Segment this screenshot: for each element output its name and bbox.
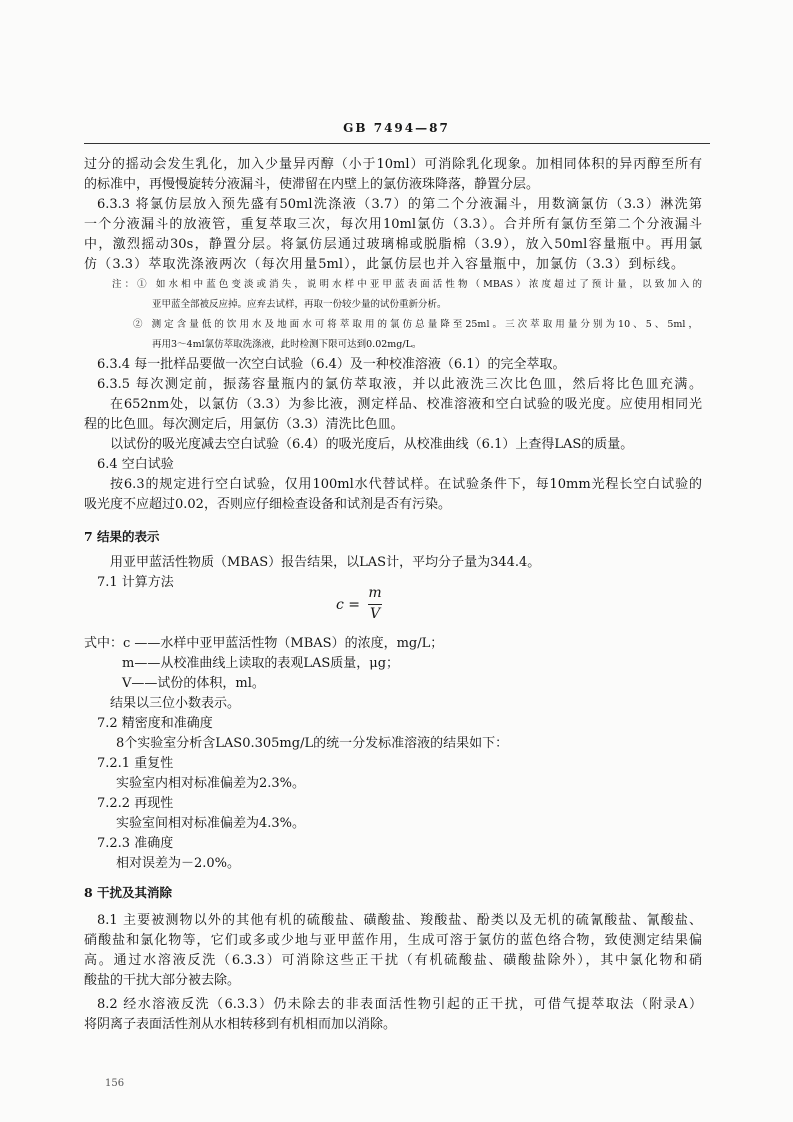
text-line: 8.1 主要被测物以外的其他有机的硫酸盐、磺酸盐、羧酸盐、酚类以及无机的硫氰酸盐、氰酸盐、 bbox=[97, 913, 702, 928]
text-line: 高。通过水溶液反洗（6.3.3）可消除这些正干扰（有机硫酸盐、磺酸盐除外），其中氯化物和硝 bbox=[84, 953, 702, 968]
section-heading: 7 结果的表示 bbox=[84, 529, 160, 544]
formula-numerator: m bbox=[368, 585, 382, 601]
text-line: 程的比色皿。每次测定后，用氯仿（3.3）清洗比色皿。 bbox=[84, 417, 404, 432]
note-line: ② 测定含量低的饮用水及地面水可将萃取用的氯仿总量降至25ml。三次萃取用量分别为10、5、5ml， bbox=[133, 319, 698, 330]
text-line: 6.4 空白试验 bbox=[97, 457, 174, 472]
text-line: 按6.3的规定进行空白试验，仅用100ml水代替试样。在试验条件下，每10mm光程长空白试验的 bbox=[110, 477, 702, 492]
text-line: 6.3.4 每一批样品要做一次空白试验（6.4）及一种校准溶液（6.1）的完全萃取。 bbox=[97, 357, 566, 372]
text-line: 吸光度不应超过0.02，否则应仔细检查设备和试剂是否有污染。 bbox=[84, 497, 451, 512]
header-rule bbox=[84, 143, 710, 144]
note-line: 亚甲蓝全部被反应掉。应弃去试样，再取一份较少量的试份重新分析。 bbox=[152, 299, 447, 310]
text-line: 7.2.2 再现性 bbox=[97, 796, 174, 811]
text-line: 在652nm处，以氯仿（3.3）为参比液，测定样品、校准溶液和空白试验的吸光度。应使用相同光 bbox=[110, 397, 702, 412]
text-line: 一个分液漏斗的放液管，重复萃取三次，每次用10ml氯仿（3.3）。合并所有氯仿至第二个分液漏斗 bbox=[84, 217, 702, 232]
text-line: 6.3.5 每次测定前，振荡容量瓶内的氯仿萃取液，并以此液洗三次比色皿，然后将比色皿充满。 bbox=[97, 377, 702, 392]
text-line: 仿（3.3）萃取洗涤液两次（每次用量5ml），此氯仿层也并入容量瓶中，加氯仿（3.3）到标线。 bbox=[84, 257, 684, 272]
note-line: 再用3～4ml氯仿萃取洗涤液，此时检测下限可达到0.02mg/L。 bbox=[152, 339, 422, 350]
text-line: 用亚甲蓝活性物质（MBAS）报告结果，以LAS计，平均分子量为344.4。 bbox=[110, 555, 541, 570]
page-number: 156 bbox=[105, 1078, 125, 1089]
text-line: 的标准中，再慢慢旋转分液漏斗，使滞留在内壁上的氯仿液珠降落，静置分层。 bbox=[84, 177, 540, 192]
text-line: 8.2 经水溶液反洗（6.3.3）仍未除去的非表面活性物引起的正干扰，可借气提萃取法（附录A） bbox=[97, 997, 702, 1012]
text-line: 中，激烈摇动30s，静置分层。将氯仿层通过玻璃棉或脱脂棉（3.9），放入50ml容量瓶中。再用氯 bbox=[84, 237, 702, 252]
text-line: 8个实验室分析含LAS0.305mg/L的统一分发标准溶液的结果如下： bbox=[116, 736, 509, 751]
text-line: 相对误差为－2.0%。 bbox=[116, 856, 241, 871]
formula-lhs: c = bbox=[336, 597, 361, 613]
text-line: V——试份的体积，ml。 bbox=[122, 676, 265, 691]
section-heading: 8 干扰及其消除 bbox=[84, 885, 173, 900]
fraction-bar bbox=[368, 604, 382, 605]
text-line: 7.1 计算方法 bbox=[97, 575, 174, 590]
standard-number-header: GB 7494—87 bbox=[343, 121, 450, 135]
formula-denominator: V bbox=[369, 606, 381, 622]
text-line: 以试份的吸光度减去空白试验（6.4）的吸光度后，从校准曲线（6.1）上查得LAS的质量。 bbox=[110, 437, 634, 452]
text-line: 7.2 精密度和准确度 bbox=[97, 716, 213, 731]
text-line: 7.2.3 准确度 bbox=[97, 836, 174, 851]
text-line: m——从校准曲线上读取的表观LAS质量，μg； bbox=[122, 656, 400, 671]
text-line: 结果以三位小数表示。 bbox=[110, 696, 241, 711]
text-line: 酸盐的干扰大部分被去除。 bbox=[84, 973, 241, 988]
text-line: 硝酸盐和氯化物等，它们或多或少地与亚甲蓝作用，生成可溶于氯仿的蓝色络合物，致使测定结果偏 bbox=[84, 933, 702, 948]
text-line: 7.2.1 重复性 bbox=[97, 756, 174, 771]
text-line: 式中：c ——水样中亚甲蓝活性物（MBAS）的浓度，mg/L； bbox=[84, 636, 444, 651]
text-line: 6.3.3 将氯仿层放入预先盛有50ml洗涤液（3.7）的第二个分液漏斗，用数滴氯仿（3.3）淋洗第 bbox=[97, 197, 702, 212]
text-line: 实验室内相对标准偏差为2.3%。 bbox=[116, 776, 306, 791]
text-line: 过分的摇动会发生乳化，加入少量异丙醇（小于10ml）可消除乳化现象。加相同体积的异丙醇至所有 bbox=[84, 157, 702, 172]
note-line: 注：① 如水相中蓝色变淡或消失，说明水样中亚甲蓝表面活性物（MBAS）浓度超过了预计量，以致加入的 bbox=[112, 279, 702, 290]
text-line: 实验室间相对标准偏差为4.3%。 bbox=[116, 816, 306, 831]
text-line: 将阴离子表面活性剂从水相转移到有机相而加以消除。 bbox=[84, 1017, 397, 1032]
